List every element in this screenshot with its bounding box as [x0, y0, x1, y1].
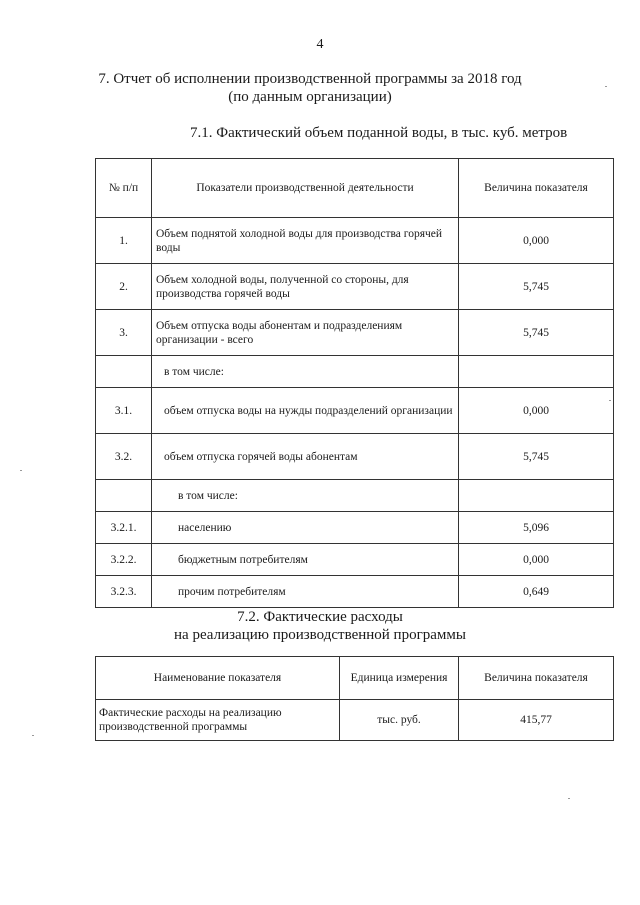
section-7-2-title	[0, 608, 640, 644]
row-value: 5,096	[459, 512, 614, 544]
header-unit: Единица измерения	[340, 657, 459, 700]
table-row	[96, 700, 614, 741]
expenses-table	[95, 656, 614, 741]
row-name: объем отпуска горячей воды абонентам	[152, 434, 459, 480]
water-volume-table	[95, 158, 614, 608]
row-value: 5,745	[459, 264, 614, 310]
row-num: 2.	[96, 264, 152, 310]
row-num: 3.	[96, 310, 152, 356]
row-value: 0,000	[459, 388, 614, 434]
row-unit: тыс. руб.	[340, 700, 459, 741]
table-row	[96, 218, 614, 264]
table-row	[96, 264, 614, 310]
section-7-2-title-line2: на реализацию производственной программы	[174, 627, 466, 643]
row-name: прочим потребителям	[152, 576, 459, 608]
row-num	[96, 480, 152, 512]
row-value: 5,745	[459, 310, 614, 356]
header-indicator-name: Наименование показателя	[96, 657, 340, 700]
row-name: Объем холодной воды, полученной со стороны, для производства горячей воды	[152, 264, 459, 310]
row-value: 5,745	[459, 434, 614, 480]
row-name: Объем поднятой холодной воды для производства горячей воды	[152, 218, 459, 264]
section-7-title-line2: (по данным организации)	[228, 89, 392, 105]
section-7-title	[40, 70, 580, 106]
row-num: 3.2.1.	[96, 512, 152, 544]
row-name: в том числе:	[152, 356, 459, 388]
row-num: 1.	[96, 218, 152, 264]
row-value: 0,649	[459, 576, 614, 608]
table-row	[96, 434, 614, 480]
row-num	[96, 356, 152, 388]
table-row	[96, 544, 614, 576]
table-header-row	[96, 159, 614, 218]
row-num: 3.2.	[96, 434, 152, 480]
row-name: населению	[152, 512, 459, 544]
row-num: 3.2.3.	[96, 576, 152, 608]
page-number: 4	[316, 37, 324, 52]
table-row	[96, 310, 614, 356]
header-num: № п/п	[96, 159, 152, 218]
scan-speck	[20, 470, 22, 471]
table-row	[96, 480, 614, 512]
row-name: Объем отпуска воды абонентам и подразделениям организации - всего	[152, 310, 459, 356]
table-row	[96, 356, 614, 388]
table-header-row	[96, 657, 614, 700]
row-value	[459, 480, 614, 512]
scan-speck	[568, 798, 570, 799]
scan-speck	[609, 400, 611, 401]
scan-speck	[605, 86, 607, 87]
header-value: Величина показателя	[459, 159, 614, 218]
row-value: 0,000	[459, 218, 614, 264]
section-7-2-title-line1: 7.2. Фактические расходы	[237, 609, 403, 625]
section-7-title-line1: 7. Отчет об исполнении производственной программы за 2018 год	[98, 71, 522, 87]
row-value: 0,000	[459, 544, 614, 576]
row-name: бюджетным потребителям	[152, 544, 459, 576]
table-row	[96, 512, 614, 544]
table-row	[96, 388, 614, 434]
header-indicator: Показатели производственной деятельности	[152, 159, 459, 218]
row-value: 415,77	[459, 700, 614, 741]
row-num: 3.2.2.	[96, 544, 152, 576]
scan-speck	[32, 735, 34, 736]
table-row	[96, 576, 614, 608]
row-name: Фактические расходы на реализацию производственной программы	[96, 700, 340, 741]
row-value	[459, 356, 614, 388]
section-7-1-title: 7.1. Фактический объем поданной воды, в тыс. куб. метров	[190, 125, 568, 141]
header-value: Величина показателя	[459, 657, 614, 700]
row-name: в том числе:	[152, 480, 459, 512]
row-name: объем отпуска воды на нужды подразделений организации	[152, 388, 459, 434]
row-num: 3.1.	[96, 388, 152, 434]
